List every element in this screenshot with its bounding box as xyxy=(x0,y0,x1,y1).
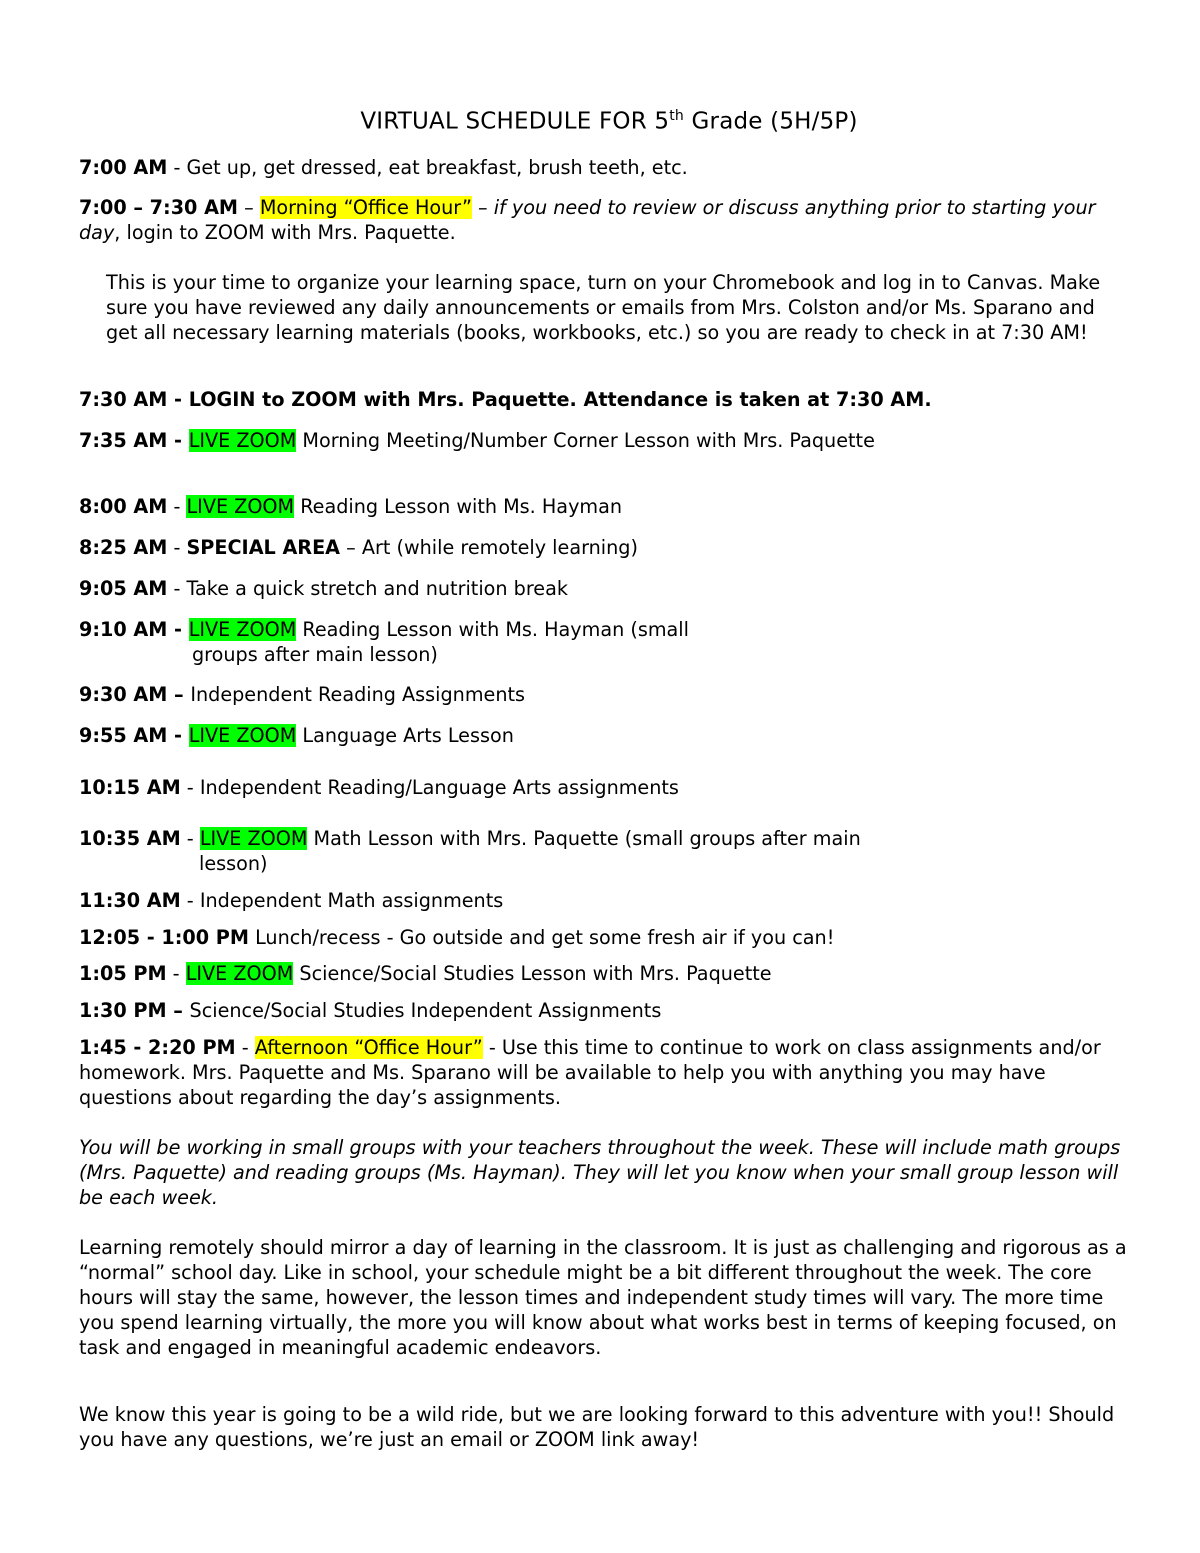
schedule-item: 10:15 AM - Independent Reading/Language Arts assignments xyxy=(79,776,679,799)
schedule-item: 1:30 PM – Science/Social Studies Independent Assignments xyxy=(79,999,662,1022)
schedule-item: 9:05 AM - Take a quick stretch and nutrition break xyxy=(79,577,568,600)
page-title xyxy=(79,108,1139,135)
highlight-live-zoom: LIVE ZOOM xyxy=(199,827,308,850)
schedule-item: 7:00 AM - Get up, get dressed, eat breakfast, brush teeth, etc. xyxy=(79,156,688,179)
schedule-item: 9:10 AM - LIVE ZOOM Reading Lesson with Ms. Hayman (small xyxy=(79,618,689,641)
schedule-item-continued: groups after main lesson) xyxy=(192,643,438,666)
schedule-item-continued: lesson) xyxy=(199,852,268,875)
schedule-item: 7:00 – 7:30 AM – Morning “Office Hour” – if you need to review or discuss anything prior to starting your day, login to ZOOM with Mrs. Paquette. xyxy=(79,196,1096,244)
schedule-item: 1:05 PM - LIVE ZOOM Science/Social Studies Lesson with Mrs. Paquette xyxy=(79,962,772,985)
small-groups-note: You will be working in small groups with your teachers throughout the week. These will include math groups (Mrs. Paquette) and reading groups (Ms. Hayman). They will let you know when your small group lesson will be each week. xyxy=(79,1136,1121,1209)
intro-paragraph: This is your time to organize your learning space, turn on your Chromebook and log in to Canvas. Make sure you have reviewed any daily announcements or emails from Mrs. Colston and/or Ms. Sparano and get all necessary learning materials (books, workbooks, etc.) so you are ready to check in at 7:30 AM! xyxy=(106,271,1101,344)
highlight-live-zoom: LIVE ZOOM xyxy=(188,724,297,747)
highlight-office-hour: Afternoon “Office Hour” xyxy=(254,1036,483,1059)
schedule-item: 11:30 AM - Independent Math assignments xyxy=(79,889,504,912)
title-superscript: th xyxy=(669,108,684,124)
schedule-item: 1:45 - 2:20 PM - Afternoon “Office Hour” - Use this time to continue to work on class assignments and/or homework. Mrs. Paquette and Ms. Sparano will be available to help you with anything you may have questions about regarding the day’s assignments. xyxy=(79,1036,1101,1109)
highlight-office-hour: Morning “Office Hour” xyxy=(259,196,472,219)
title-text: VIRTUAL SCHEDULE FOR 5 xyxy=(360,108,670,135)
title-grade: Grade (5H/5P) xyxy=(684,108,858,135)
schedule-item: 9:55 AM - LIVE ZOOM Language Arts Lesson xyxy=(79,724,514,747)
schedule-item: 10:35 AM - LIVE ZOOM Math Lesson with Mrs. Paquette (small groups after main xyxy=(79,827,861,850)
highlight-live-zoom: LIVE ZOOM xyxy=(185,962,294,985)
highlight-live-zoom: LIVE ZOOM xyxy=(186,495,295,518)
schedule-item: 7:30 AM - LOGIN to ZOOM with Mrs. Paquette. Attendance is taken at 7:30 AM. xyxy=(79,388,932,411)
schedule-item: 8:00 AM - LIVE ZOOM Reading Lesson with Ms. Hayman xyxy=(79,495,623,518)
closing-paragraph: Learning remotely should mirror a day of learning in the classroom. It is just as challenging and rigorous as a “normal” school day. Like in school, your schedule might be a bit different throughout the week. The core hours will stay the same, however, the lesson times and independent study times will vary. The more time you spend learning virtually, the more you will know about what works best in terms of keeping focused, on task and engaged in meaningful academic endeavors. xyxy=(79,1236,1127,1359)
highlight-live-zoom: LIVE ZOOM xyxy=(188,429,297,452)
schedule-item: 8:25 AM - SPECIAL AREA – Art (while remotely learning) xyxy=(79,536,638,559)
schedule-item: 12:05 - 1:00 PM Lunch/recess - Go outside and get some fresh air if you can! xyxy=(79,926,835,949)
schedule-item: 9:30 AM – Independent Reading Assignments xyxy=(79,683,525,706)
schedule-item: 7:35 AM - LIVE ZOOM Morning Meeting/Number Corner Lesson with Mrs. Paquette xyxy=(79,429,875,452)
highlight-live-zoom: LIVE ZOOM xyxy=(188,618,297,641)
closing-paragraph: We know this year is going to be a wild ride, but we are looking forward to this adventure with you!! Should you have any questions, we’re just an email or ZOOM link away! xyxy=(79,1403,1115,1451)
